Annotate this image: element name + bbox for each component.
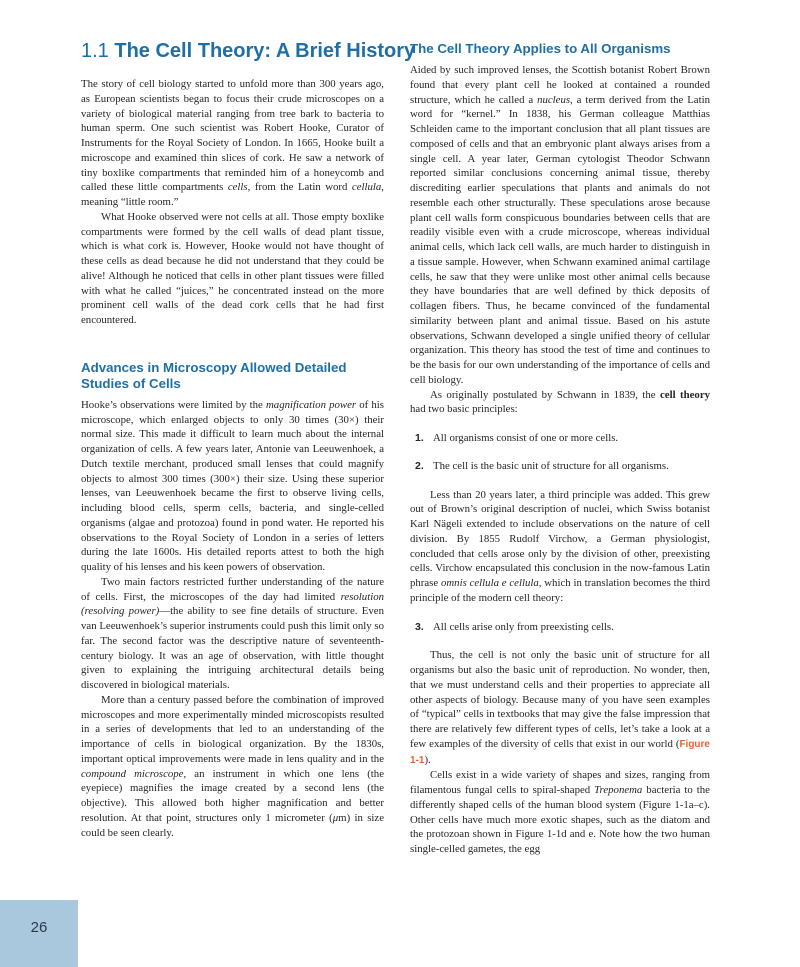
text-run: , which in translation becomes the third principle of the modern cell theory: <box>410 577 710 604</box>
list-item-text: The cell is the basic unit of structure for all organisms. <box>433 459 669 472</box>
paragraph <box>81 575 384 693</box>
text-run: bacteria to the differently shaped cells of the human blood system (Figure 1-1a–c). Other cells have much more exotic shapes, such as the diatom and the protozoan shown in Figure 1-1d and e. Note how the two human single-celled gametes, the egg <box>410 784 710 855</box>
paragraph <box>410 388 710 418</box>
text-run: Aided by such improved lenses, the Scottish botanist Robert Brown found that every plant cell he looked at contained a rounded structure, which he called a <box>410 64 710 106</box>
paragraph <box>410 488 710 606</box>
paragraph <box>410 63 710 388</box>
list-number: 1. <box>415 432 424 444</box>
section-title-text: The Cell Theory: A Brief History <box>114 40 416 62</box>
text-run: Hooke’s observations were limited by the <box>81 398 266 411</box>
italic-term: Treponema <box>594 784 643 796</box>
list-number: 3. <box>415 620 424 633</box>
principles-list <box>410 620 710 635</box>
principles-list <box>410 431 710 474</box>
italic-term: compound microscope <box>81 767 184 780</box>
right-column <box>410 38 710 857</box>
figure-reference-link[interactable]: Figure 1-1 <box>410 738 710 766</box>
italic-term: cells <box>227 181 248 194</box>
bold-term: cell theory <box>660 388 711 401</box>
text-run: had two basic principles: <box>410 403 518 416</box>
list-number: 2. <box>415 459 424 472</box>
text-run: Cells exist in a wide variety of shapes and sizes, ranging from filamentous fungal cells to spiral-shaped <box>410 769 710 796</box>
paragraph <box>410 648 710 768</box>
paragraph <box>81 693 384 841</box>
paragraph <box>410 768 710 857</box>
italic-term: omnis cellula e cellula <box>440 577 539 589</box>
text-run: , a term derived from the Latin word for “kernel.” In 1838, his German colleague Matthias Schleiden came to the important conclusion that all plant tissues are composed of cells and that an embryonic plant always arises from a single cell. A year later, German cytologist Theodor Schwann reported similar conclusions concerning animal tissue, thereby discrediting earlier speculations that plants and animals do not resemble each other structurally. These speculations arose because plant cell walls form conspicuous boundaries between cells that are readily visible even with a crude microscope, whereas individual animal cells, which lack cell walls, are much harder to distinguish in a tissue sample. However, when Schwann examined animal cartilage cells, he saw that they were unlike most other animal cells because they have boundaries that are well defined by thick deposits of collagen fibers. Thus, he became convinced of the fundamental similarity between plant and animal tissue. Based on his astute observations, Schwann developed a single unified theory of cellular organization. This theory has stood the test of time and continues to be the basis for our own understanding of the importance of cells and cell biology. <box>410 93 710 386</box>
list-item <box>410 459 710 474</box>
paragraph <box>81 77 384 210</box>
text-run: m) in size could be seen clearly. <box>81 811 385 839</box>
text-run: Two main factors restricted further understanding of the nature of cells. First, the microscopes of the day had limited <box>81 575 384 603</box>
section-heading: Advances in Microscopy Allowed Detailed Studies of Cells <box>81 359 347 391</box>
text-run: , an instrument in which one lens (the eyepiece) magnifies the image created by a second lens (the objective). This allowed both higher magnification and better resolution. At that point, structures only 1 micrometer ( <box>81 767 384 824</box>
paragraph <box>81 398 384 575</box>
text-run: , from the Latin word <box>247 181 352 194</box>
italic-term: cellula <box>351 181 382 194</box>
text-run: Less than 20 years later, a third principle was added. This grew out of Brown’s original description of nuclei, which Swiss botanist Karl Nägeli extended to include observations on the nature of cell division. By 1855 Rudolf Virchow, a German physiologist, concluded that cells arose only by the division of other, preexisting cells. Virchow encapsulated this conclusion in the now-famous Latin phrase <box>410 488 710 589</box>
text-run: Thus, the cell is not only the basic unit of structure for all organisms but also the basic unit of reproduction. No wonder, then, that we must understand cells and their properties to appreciate all other aspects of biology. Because many of you have seen examples of “typical” cells in textbooks that may give the false impression that there are relatively few different types of cells, let’s take a look at a few examples of the diversity of cells that exist in our world ( <box>410 649 710 750</box>
italic-term: resolution (resolving power) <box>81 590 384 618</box>
text-run: As originally postulated by Schwann in 1839, the <box>430 388 661 401</box>
text-run: The story of cell biology started to unfold more than 300 years ago, as European scientists began to focus their crude microscopes on a variety of biological material ranging from tree bark to bacteria to human sperm. One such scientist was Robert Hooke, Curator of Instruments for the Royal Society of London. In 1665, Hooke built a microscope and examined thin slices of cork. He saw a network of tiny boxlike compartments that reminded him of a honeycomb and called these little compartments <box>81 78 384 194</box>
text-run: More than a century passed before the combination of improved microscopes and more experimentally minded microscopists resulted in a series of developments that led to an understanding of the importance of cells in biological organization. By the 1830s, important optical improvements were made in lens quality and in the <box>81 693 384 765</box>
italic-term: nucleus <box>537 93 571 106</box>
text-run: , meaning “little room.” <box>81 181 384 208</box>
list-item <box>410 431 710 446</box>
section-heading: The Cell Theory Applies to All Organisms <box>410 41 671 56</box>
left-column <box>81 38 416 840</box>
text-run: —the ability to see fine details of structure. Even van Leeuwenhoek’s superior instruments could push this limit only so far. The second factor was the descriptive nature of seventeenth-century biology. It was an age of observation, with little thought given to explaining the intriguing architectural details being discovered in biological materials. <box>81 605 384 691</box>
page-number: 26 <box>30 919 48 936</box>
list-item <box>410 620 710 635</box>
italic-term: μ <box>332 811 339 824</box>
text-run: ). <box>424 753 431 766</box>
list-item-text: All organisms consist of one or more cells. <box>433 432 619 444</box>
text-run: of his microscope, which enlarged objects to only 30 times (30×) their normal size. This made it difficult to learn much about the internal organization of cells. A few years later, Antonie van Leeuwenhoek, a Dutch textile merchant, produced small lenses that could magnify objects to almost 300 times (300×) their size. Using these superior lenses, van Leeuwenhoek became the first to observe living cells, including blood cells, sperm cells, bacteria, and single-celled organisms (algae and protozoa) found in pond water. He reported his observations to the Royal Society of London in a series of letters during the late 1600s. His detailed reports attest to both the high quality of his lenses and his keen powers of observation. <box>81 398 385 573</box>
paragraph: What Hooke observed were not cells at all. Those empty boxlike compartments were formed by the cell walls of dead plant tissue, which is what cork is. However, Hooke would not have thought of these cells as dead because he did not understand that they could be alive! Although he noticed that cells in other plant tissues were filled with what he called “juices,” he concentrated instead on the more prominent cell walls of the dead cork cells that he had first encountered. <box>81 210 384 326</box>
list-item-text: All cells arise only from preexisting cells. <box>433 620 614 633</box>
italic-term: magnification power <box>266 398 357 411</box>
section-number: 1.1 <box>81 40 109 62</box>
chapter-section-title <box>81 38 416 64</box>
